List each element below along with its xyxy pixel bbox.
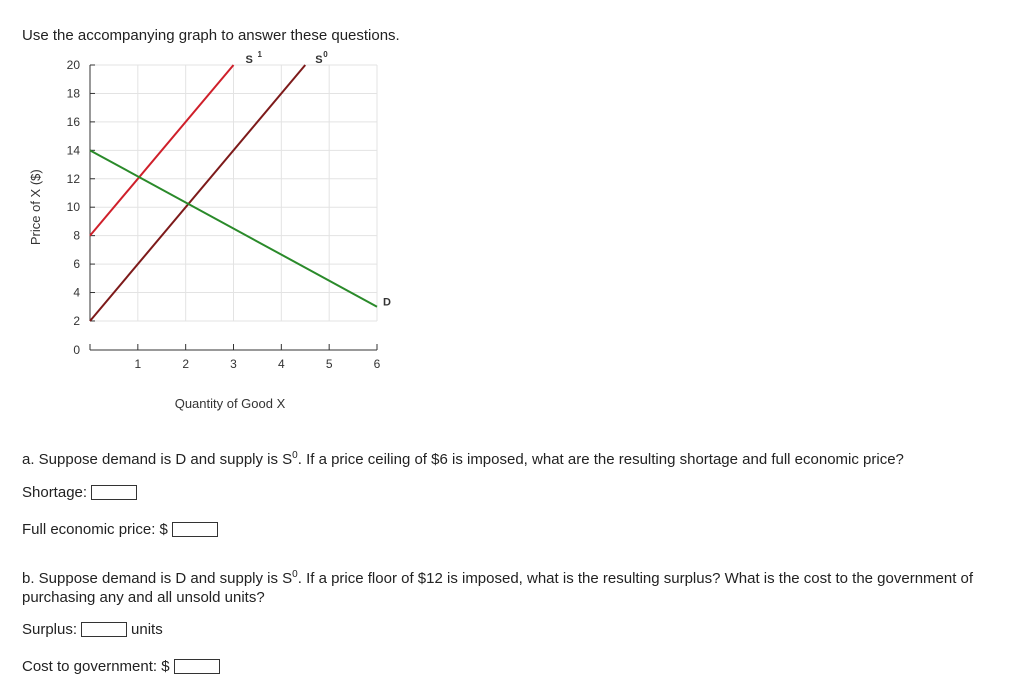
y-tick-label: 10 [66,200,80,215]
y-tick-label: 6 [73,257,80,272]
series-line-s0 [90,65,305,321]
x-tick-label: 5 [325,357,333,371]
question-b [22,565,982,607]
shortage-input[interactable] [91,485,137,500]
label-s1-sup: 1 [257,50,262,59]
x-axis-title: Quantity of Good X [174,396,286,411]
y-tick-label: 20 [66,58,80,72]
y-axis-title: Price of X ($) [28,169,43,246]
y-tick-label: 12 [66,171,80,186]
label-d: D [383,296,391,309]
y-tick-label: 2 [73,313,80,328]
y-tick-label: 4 [73,285,80,300]
question-b-sup: 0 [292,569,298,580]
intro-text: Use the accompanying graph to answer these questions. [22,27,400,44]
units-label: units [131,621,163,638]
question-a-suffix: . If a price ceiling of $6 is imposed, what are the resulting shortage and full economic price? [297,451,904,468]
surplus-label: Surplus: [22,621,78,638]
y-tick-label: 8 [73,228,80,243]
supply-demand-chart [0,44,420,424]
label-s1: S [245,54,253,66]
question-a-prefix: a. Suppose demand is D and supply is S [22,451,293,468]
full-price-label: Full economic price: $ [22,521,168,538]
cost-row [22,658,220,675]
x-tick-label: 2 [182,357,190,371]
y-tick-label: 18 [66,86,80,101]
question-a [22,446,1002,469]
y-tick-label: 16 [66,114,80,129]
full-price-row [22,521,218,538]
x-tick-label: 3 [230,357,237,371]
cost-input[interactable] [174,659,220,674]
question-b-prefix: b. Suppose demand is D and supply is S [22,570,293,587]
x-tick-label: 6 [373,357,381,371]
surplus-input[interactable] [81,622,127,637]
full-price-input[interactable] [172,522,218,537]
x-tick-label: 1 [134,357,142,371]
surplus-row [22,621,163,638]
question-a-sup: 0 [292,450,298,461]
shortage-row [22,484,137,501]
y-tick-label-zero: 0 [73,343,80,357]
label-s0: S [315,54,323,66]
question-b-suffix: . If a price floor of $12 is imposed, what is the resulting surplus? What is the cost to the government of purchasing any and all unsold units? [22,570,974,606]
x-tick-label: 4 [277,357,285,371]
cost-label: Cost to government: $ [22,658,170,675]
label-s0-sup: 0 [323,50,328,59]
y-tick-label: 14 [66,143,80,158]
shortage-label: Shortage: [22,484,88,501]
